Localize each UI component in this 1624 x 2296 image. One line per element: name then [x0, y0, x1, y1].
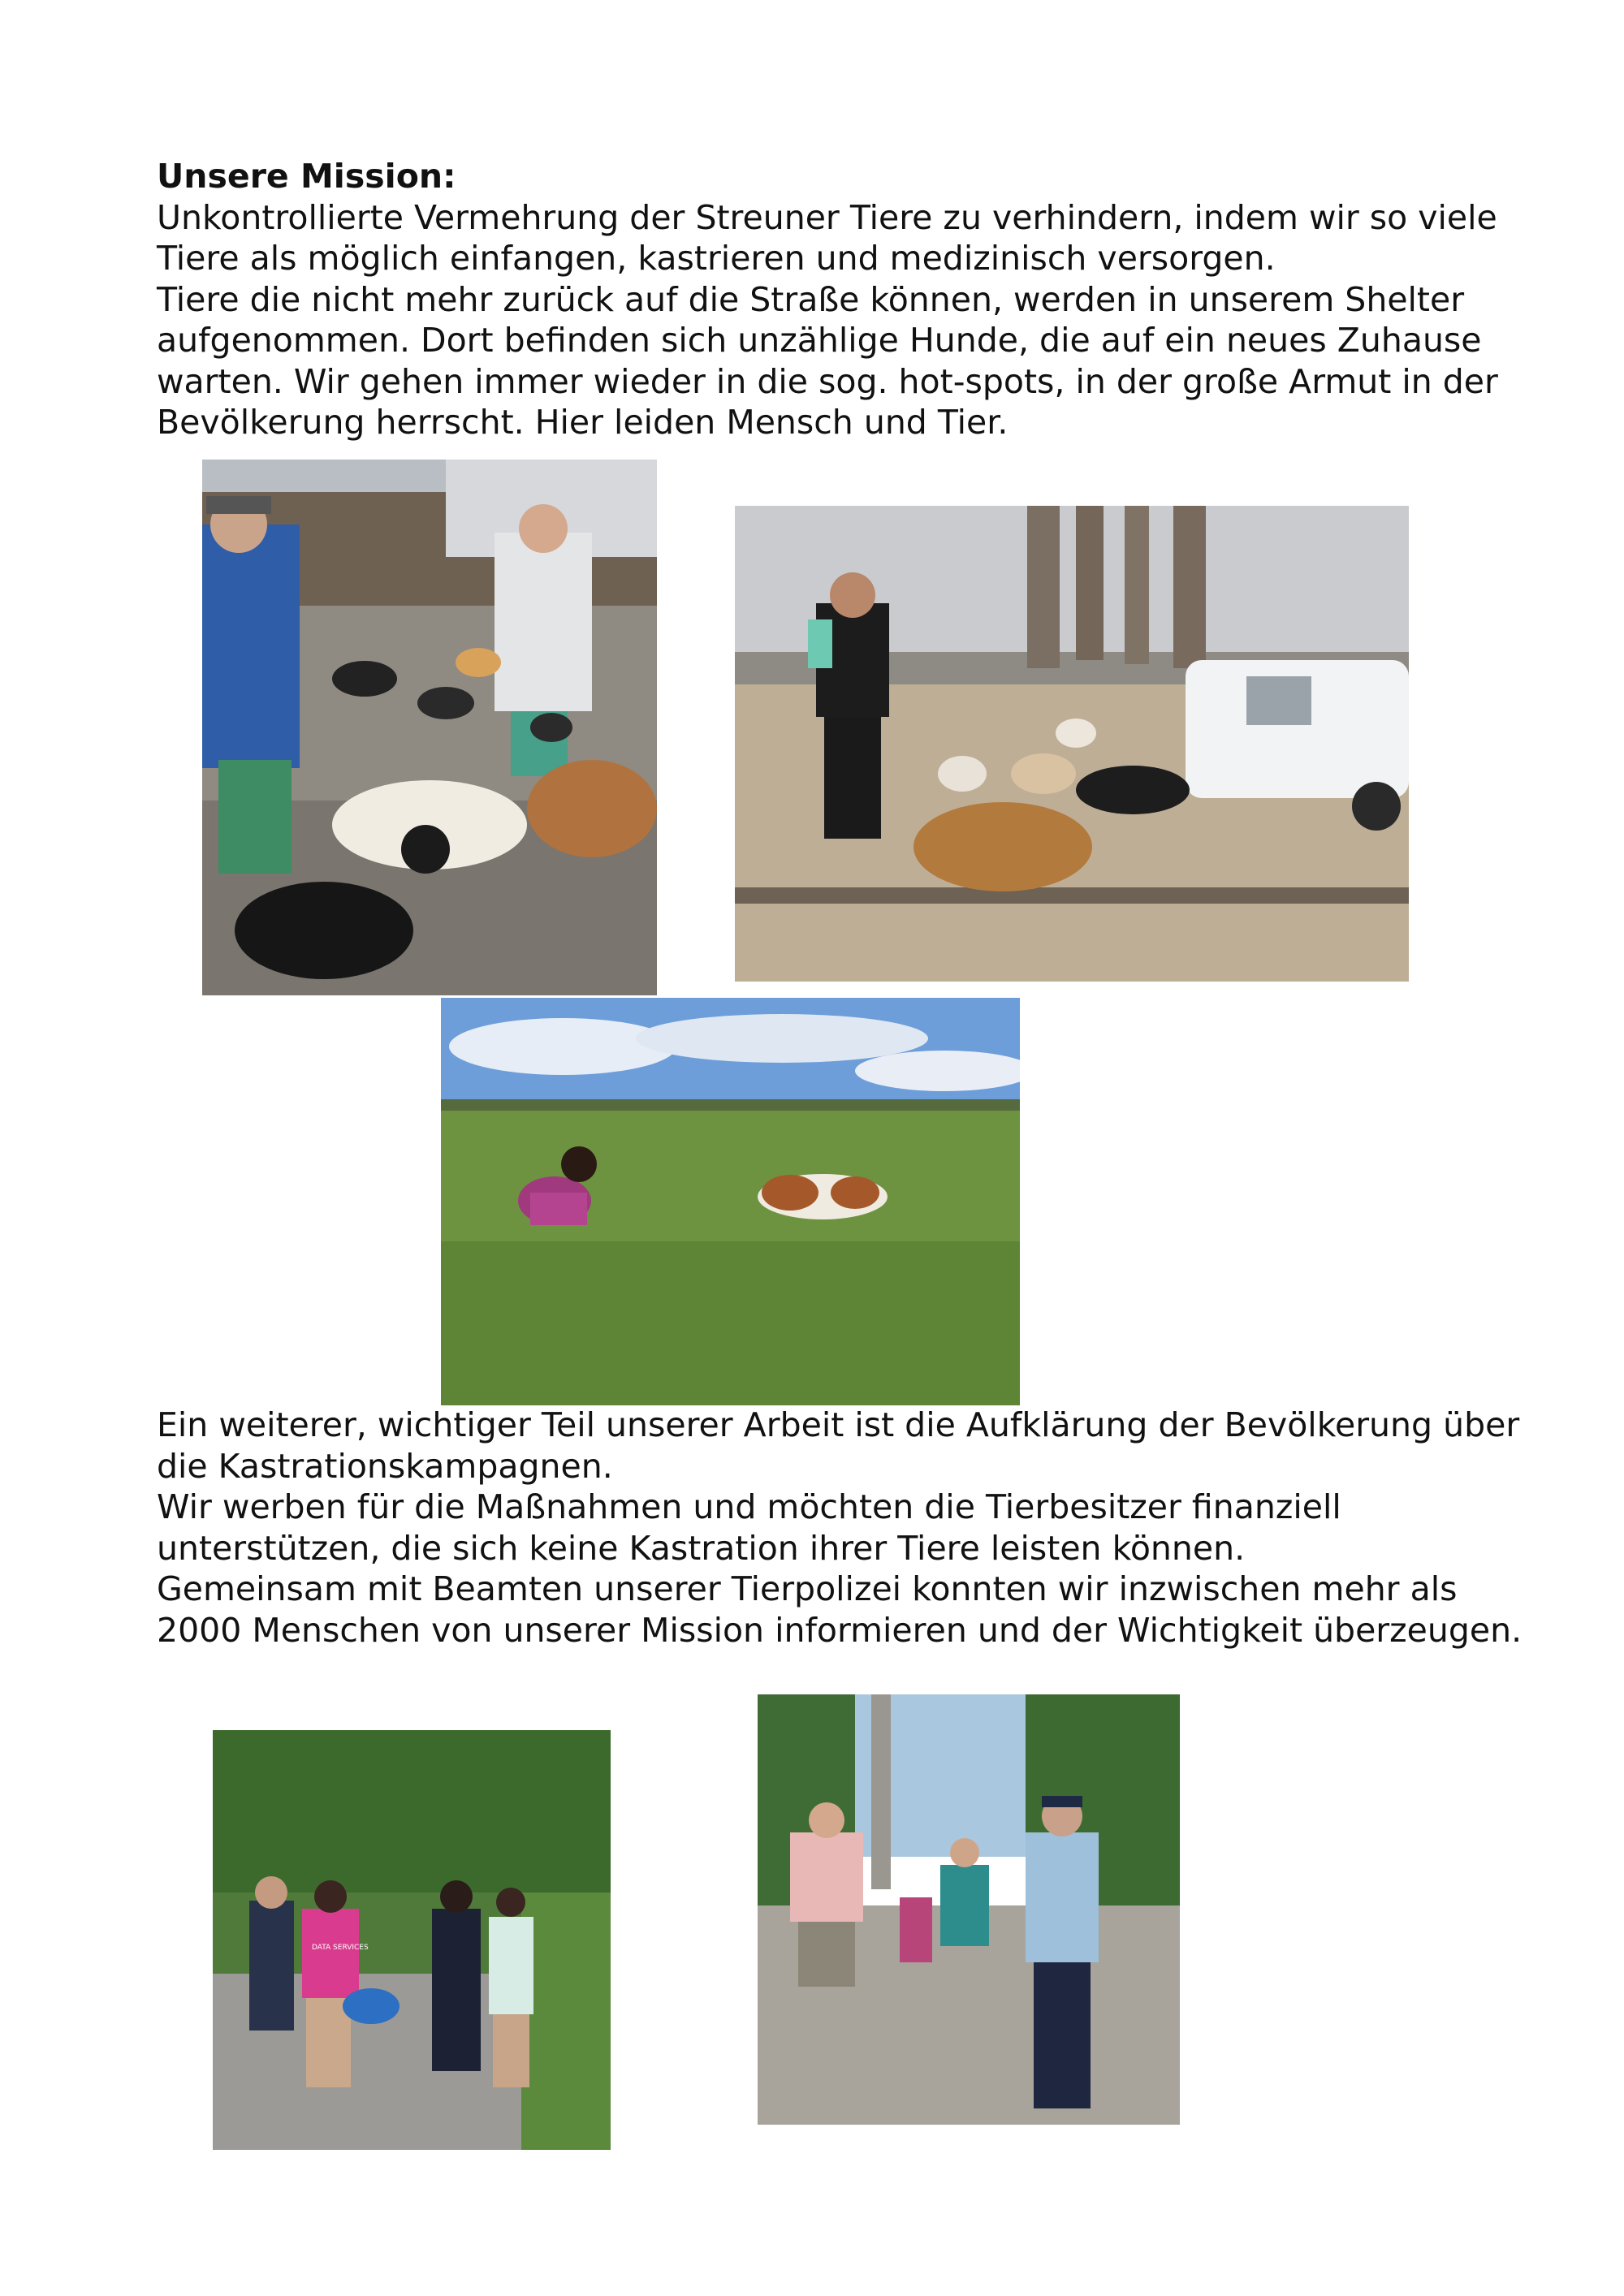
outreach-line: unterstützen, die sich keine Kastration ihrer Tiere leisten können. — [157, 1528, 1246, 1568]
outreach-line: Wir werben für die Maßnahmen und möchten die Tierbesitzer finanziell — [157, 1487, 1341, 1526]
photo-police-outreach-sidewalk-image — [213, 1730, 611, 2150]
outreach-line: Gemeinsam mit Beamten unserer Tierpolizei konnten wir inzwischen mehr als — [157, 1569, 1458, 1608]
photo-dogs-parking-lot-van — [735, 506, 1409, 982]
mission-text-block — [157, 156, 1521, 443]
outreach-line: die Kastrationskampagnen. — [157, 1446, 613, 1486]
photo-dogs-parking-lot-van-image — [735, 506, 1409, 982]
outreach-line: Ein weiterer, wichtiger Teil unserer Arbeit ist die Aufklärung der Bevölkerung über — [157, 1405, 1520, 1444]
mission-line: Bevölkerung herrscht. Hier leiden Mensch und Tier. — [157, 403, 1009, 442]
mission-heading: Unsere Mission: — [157, 157, 456, 196]
mission-line: Unkontrollierte Vermehrung der Streuner Tiere zu verhindern, indem wir so viele — [157, 197, 1497, 237]
shirt-print-text: DATA SERVICES — [312, 1944, 369, 1952]
photo-feeding-dogs-gravel-road-image — [202, 460, 657, 995]
mission-line: Tiere als möglich einfangen, kastrieren und medizinisch versorgen. — [157, 239, 1276, 278]
photo-woman-dog-grass-field-image — [441, 998, 1020, 1405]
photo-police-elderly-couple — [758, 1694, 1180, 2125]
mission-line: aufgenommen. Dort befinden sich unzählige Hunde, die auf ein neues Zuhause — [157, 321, 1482, 360]
photo-police-outreach-sidewalk — [213, 1730, 611, 2150]
outreach-line: 2000 Menschen von unserer Mission informieren und der Wichtigkeit überzeugen. — [157, 1610, 1522, 1650]
mission-line: warten. Wir gehen immer wieder in die sog. hot-spots, in der große Armut in der — [157, 361, 1498, 401]
outreach-text-block — [157, 1405, 1521, 1651]
mission-line: Tiere die nicht mehr zurück auf die Straße können, werden in unserem Shelter — [157, 279, 1465, 319]
photo-woman-dog-grass-field — [441, 998, 1020, 1405]
photo-feeding-dogs-gravel-road — [202, 460, 657, 995]
photo-police-elderly-couple-image — [758, 1694, 1180, 2125]
